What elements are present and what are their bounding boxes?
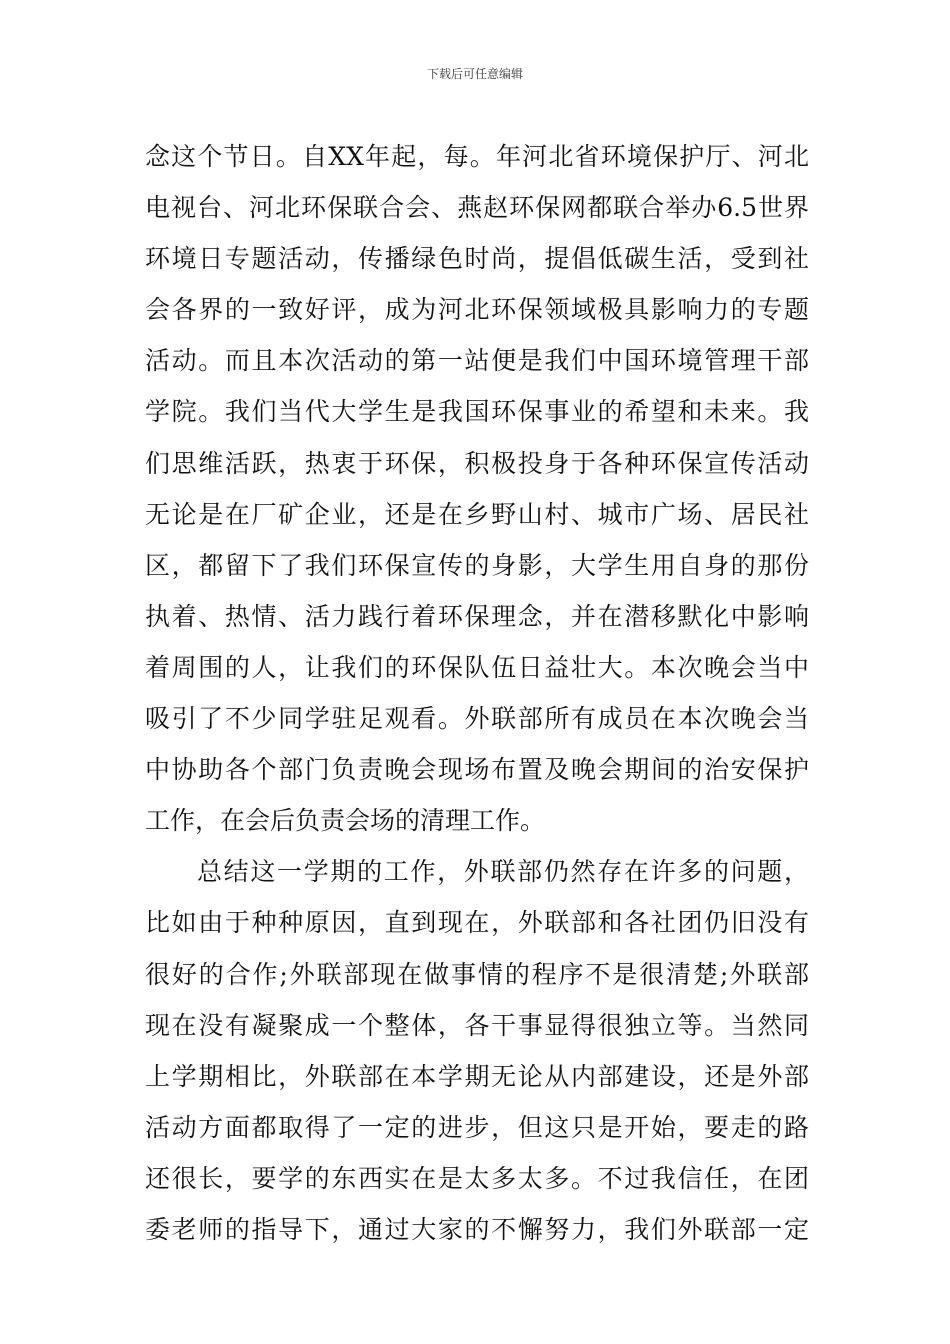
page-header: 下载后可任意编辑	[426, 67, 523, 81]
paragraph-start-line: 总结这一学期的工作，外联部仍然存在许多的问题，	[197, 857, 809, 887]
document-body	[145, 131, 809, 1255]
text-line: 念这个节日。自XX年起，每。年河北省环境保护厅、河北	[145, 142, 809, 171]
text-line: 现在没有凝聚成一个整体，各干事显得很独立等。当然同	[145, 1010, 809, 1040]
text-line: 们思维活跃，热衷于环保，积极投身于各种环保宣传活动	[145, 448, 809, 478]
text-line: 无论是在厂矿企业，还是在乡野山村、城市广场、居民社	[145, 499, 809, 529]
text-line: 委老师的指导下，通过大家的不懈努力，我们外联部一定	[145, 1214, 809, 1244]
text-line: 会各界的一致好评，成为河北环保领域极具影响力的专题	[145, 295, 809, 325]
text-line: 很好的合作;外联部现在做事情的程序不是很清楚;外联部	[145, 959, 809, 989]
text-line: 着周围的人，让我们的环保队伍日益壮大。本次晚会当中	[145, 652, 809, 682]
text-line: 上学期相比，外联部在本学期无论从内部建设，还是外部	[145, 1061, 809, 1091]
paragraph-end-line: 工作，在会后负责会场的清理工作。	[145, 806, 546, 836]
text-line: 环境日专题活动，传播绿色时尚，提倡低碳生活，受到社	[145, 244, 809, 274]
text-line: 学院。我们当代大学生是我国环保事业的希望和未来。我	[145, 397, 809, 427]
text-line: 中协助各个部门负责晚会现场布置及晚会期间的治安保护	[145, 755, 809, 785]
text-line: 还很长，要学的东西实在是太多太多。不过我信任，在团	[145, 1163, 809, 1193]
text-line: 吸引了不少同学驻足观看。外联部所有成员在本次晚会当	[145, 704, 809, 734]
text-line: 比如由于种种原因，直到现在，外联部和各社团仍旧没有	[145, 908, 809, 938]
text-line: 电视台、河北环保联合会、燕赵环保网都联合举办6.5世界	[145, 193, 809, 223]
text-line: 活动方面都取得了一定的进步，但这只是开始，要走的路	[145, 1112, 809, 1142]
text-line: 活动。而且本次活动的第一站便是我们中国环境管理干部	[145, 346, 809, 376]
text-line: 执着、热情、活力践行着环保理念，并在潜移默化中影响	[145, 601, 809, 631]
text-line: 区，都留下了我们环保宣传的身影，大学生用自身的那份	[145, 550, 809, 580]
